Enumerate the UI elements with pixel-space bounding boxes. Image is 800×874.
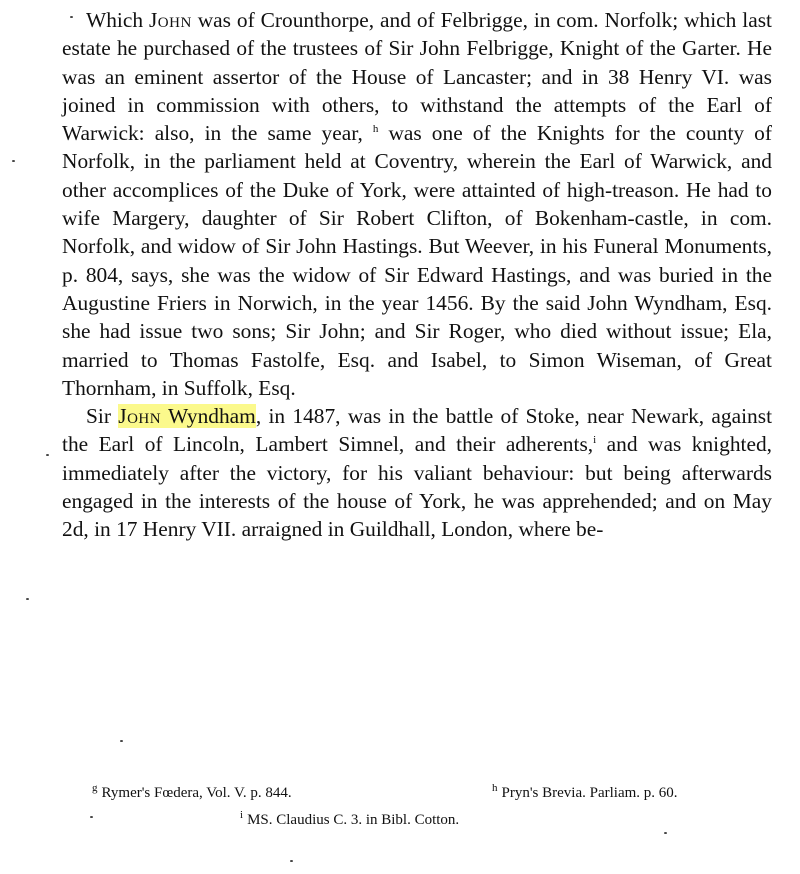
name-john-small-caps: John	[148, 8, 192, 32]
print-speck	[12, 160, 15, 162]
print-speck	[664, 832, 667, 834]
footnote-row-2	[0, 807, 800, 834]
footnote-row-1	[0, 780, 800, 807]
footnote-g	[92, 780, 292, 807]
print-speck	[90, 816, 93, 818]
print-speck	[70, 16, 73, 18]
footnote-mark-i: i	[240, 809, 244, 821]
paragraph-2-text-b: and was knighted, immediately after the victory, for his valiant behaviour: but being afterwards engaged in the interests of the house of York, he was apprehended; and on May 2d, in 17 Henry VII. arraigned in Guildhall, London, where be-	[62, 432, 772, 542]
print-speck	[290, 860, 293, 862]
footnote-ref-i: i	[593, 434, 597, 447]
paragraph-1-text-a: was of Crounthorpe, and of Felbrigge, in com. Norfolk; which last estate he purchased of the trustees of Sir John Felbrigge, Knight of the Garter. He was an eminent assertor of the House of Lancaster; and in 38 Henry VI. was joined in commission with others, to withstand the attempts of the Earl of Warwick: also, in the same year,	[62, 8, 772, 146]
name-wyndham: Wyndham	[161, 404, 256, 429]
footnote-h-text: Pryn's Brevia. Parliam. p. 60.	[501, 785, 678, 801]
paragraph-1-lead: Which	[86, 8, 149, 32]
paragraph-sir-john-wyndham	[62, 402, 772, 543]
footnote-i	[240, 807, 459, 834]
highlighted-name-john-wyndham[interactable]	[118, 404, 256, 428]
footnote-mark-h: h	[492, 782, 498, 794]
footnote-mark-g: g	[92, 782, 98, 794]
print-speck	[120, 740, 123, 742]
paragraph-2-text-a: , in 1487, was in the battle of Stoke, near Newark, against the Earl of Lincoln, Lambert Simnel, and their adherents,	[62, 404, 773, 457]
paragraph-2-lead: Sir	[86, 404, 119, 429]
print-speck	[26, 598, 29, 600]
footnotes	[0, 780, 800, 834]
name-john-small-caps: John	[118, 404, 162, 429]
footnote-ref-h: h	[372, 123, 379, 136]
paragraph-1-text-b: was one of the Knights for the county of Norfolk, in the parliament held at Coventry, wherein the Earl of Warwick, and other accomplices of the Duke of York, were attainted of high-treason. He had to wife Margery, daughter of Sir Robert Clifton, of Bokenham-castle, in com. Norfolk, and widow of Sir John Hastings. But Weever, in his Funeral Monuments, p. 804, says, she was the widow of Sir Edward Hastings, and was buried in the Augustine Friers in Norwich, in the year 1456. By the said John Wyndham, Esq. she had issue two sons; Sir John; and Sir Roger, who died without issue; Ela, married to Thomas Fastolfe, Esq. and Isabel, to Simon Wiseman, of Great Thornham, in Suffolk, Esq.	[62, 121, 773, 400]
print-speck	[46, 454, 49, 456]
footnote-i-text: MS. Claudius C. 3. in Bibl. Cotton.	[247, 812, 460, 828]
footnote-h	[492, 780, 678, 807]
footnote-g-text: Rymer's Fœdera, Vol. V. p. 844.	[101, 785, 292, 801]
paragraph-wyndham-felbrigge	[62, 6, 772, 402]
